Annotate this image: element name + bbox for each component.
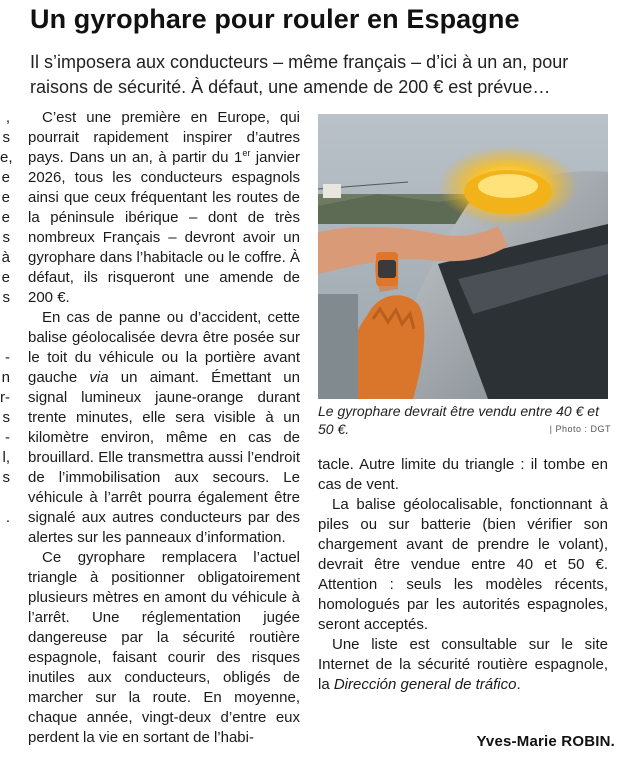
article-paragraph-2: En cas de panne ou d’accident, cette balise géolocalisée devra être posée sur le toit du véhicule ou la portière avant gauche via un aimant. Émettant un signal lumineux jaune-orange durant trente minutes, elle sera visible à un kilomètre environ, même en cas de brouillard. Elle transmettra aussi l’endroit de l’immobilisation aux secours. Le véhicule à l’arrêt pourra également être signalé aux autres conducteurs par des alertes sur les panneaux d’information. (28, 309, 300, 546)
fragment-line: e, (0, 149, 13, 166)
fragment-line: s (2, 229, 10, 246)
standfirst: Il s’imposera aux conducteurs – même français – d’ici à un an, pour raisons de sécurité. À défaut, une amende de 200 € est prévue… (30, 52, 569, 97)
fragment-line: e (1, 189, 10, 206)
watch-icon (378, 260, 396, 278)
article-column-2 (318, 455, 608, 695)
fragment-line: n (1, 369, 10, 386)
previous-column-fragment (0, 108, 13, 528)
fragment-line: - (5, 429, 10, 446)
fragment-line (0, 488, 10, 508)
article-column-1 (28, 108, 300, 748)
fragment-line: s (2, 289, 10, 306)
fragment-line: s (2, 469, 10, 486)
fragment-line: e (1, 169, 10, 186)
fragment-line: r- (0, 389, 10, 406)
article-paragraph-3: Ce gyrophare remplacera l’actuel triangle à positionner obligatoirement plusieurs mètres en amont du véhicule à l’arrêt. Une réglementation jugée dangereuse par la sécurité routière espagnole, faisant courir des risques inutiles aux conducteurs, obligés de marcher sur la route. En moyenne, chaque année, vingt-deux d’entre eux perdent la vie en sortant de l’habi- (28, 549, 300, 746)
fragment-line: s (2, 409, 10, 426)
article-paragraph-1: C’est une première en Europe, qui pourrait rapidement inspirer d’autres pays. Dans un an, à partir du 1er janvier 2026, tous les conducteurs espagnols ainsi que ceux fréquentant les routes de la péninsule ibérique – dont de très nombreux Français – devront avoir un gyrophare dans l’habitacle ou le coffre. À défaut, ils risqueront une amende de 200 €. (28, 109, 300, 306)
article-paragraph-3-continued: tacle. Autre limite du triangle : il tombe en cas de vent. (318, 456, 608, 493)
fragment-line: e (1, 209, 10, 226)
beacon-photo (318, 114, 608, 399)
fragment-line: e (1, 269, 10, 286)
article-paragraph-5: Une liste est consultable sur le site Internet de la sécurité routière espagnole, la Dirección general de tráfico. (318, 636, 608, 693)
photo-credit: | Photo : DGT (549, 424, 611, 434)
photo-caption: Le gyrophare devrait être vendu entre 40 € et 50 €. (318, 403, 599, 437)
fragment-line (0, 308, 10, 328)
fragment-line: l, (2, 449, 10, 466)
headline: Un gyrophare pour rouler en Espagne (30, 4, 520, 34)
fragment-line: , (5, 109, 10, 126)
fragment-line (0, 328, 10, 348)
fragment-line: à (1, 249, 10, 266)
fragment-line: - (5, 349, 10, 366)
author-signature: Yves-Marie ROBIN. (476, 733, 615, 750)
photo-illustration (318, 114, 608, 399)
fragment-line: . (5, 509, 10, 526)
fragment-line: s (2, 129, 10, 146)
article-paragraph-4: La balise géolocalisable, fonctionnant à piles ou sur batterie (bien vérifier son chargement avant de prendre le volant), devrait être vendue entre 40 et 50 €. Attention : seuls les modèles récents, homologués par les autorités espagnoles, seront acceptés. (318, 496, 608, 633)
